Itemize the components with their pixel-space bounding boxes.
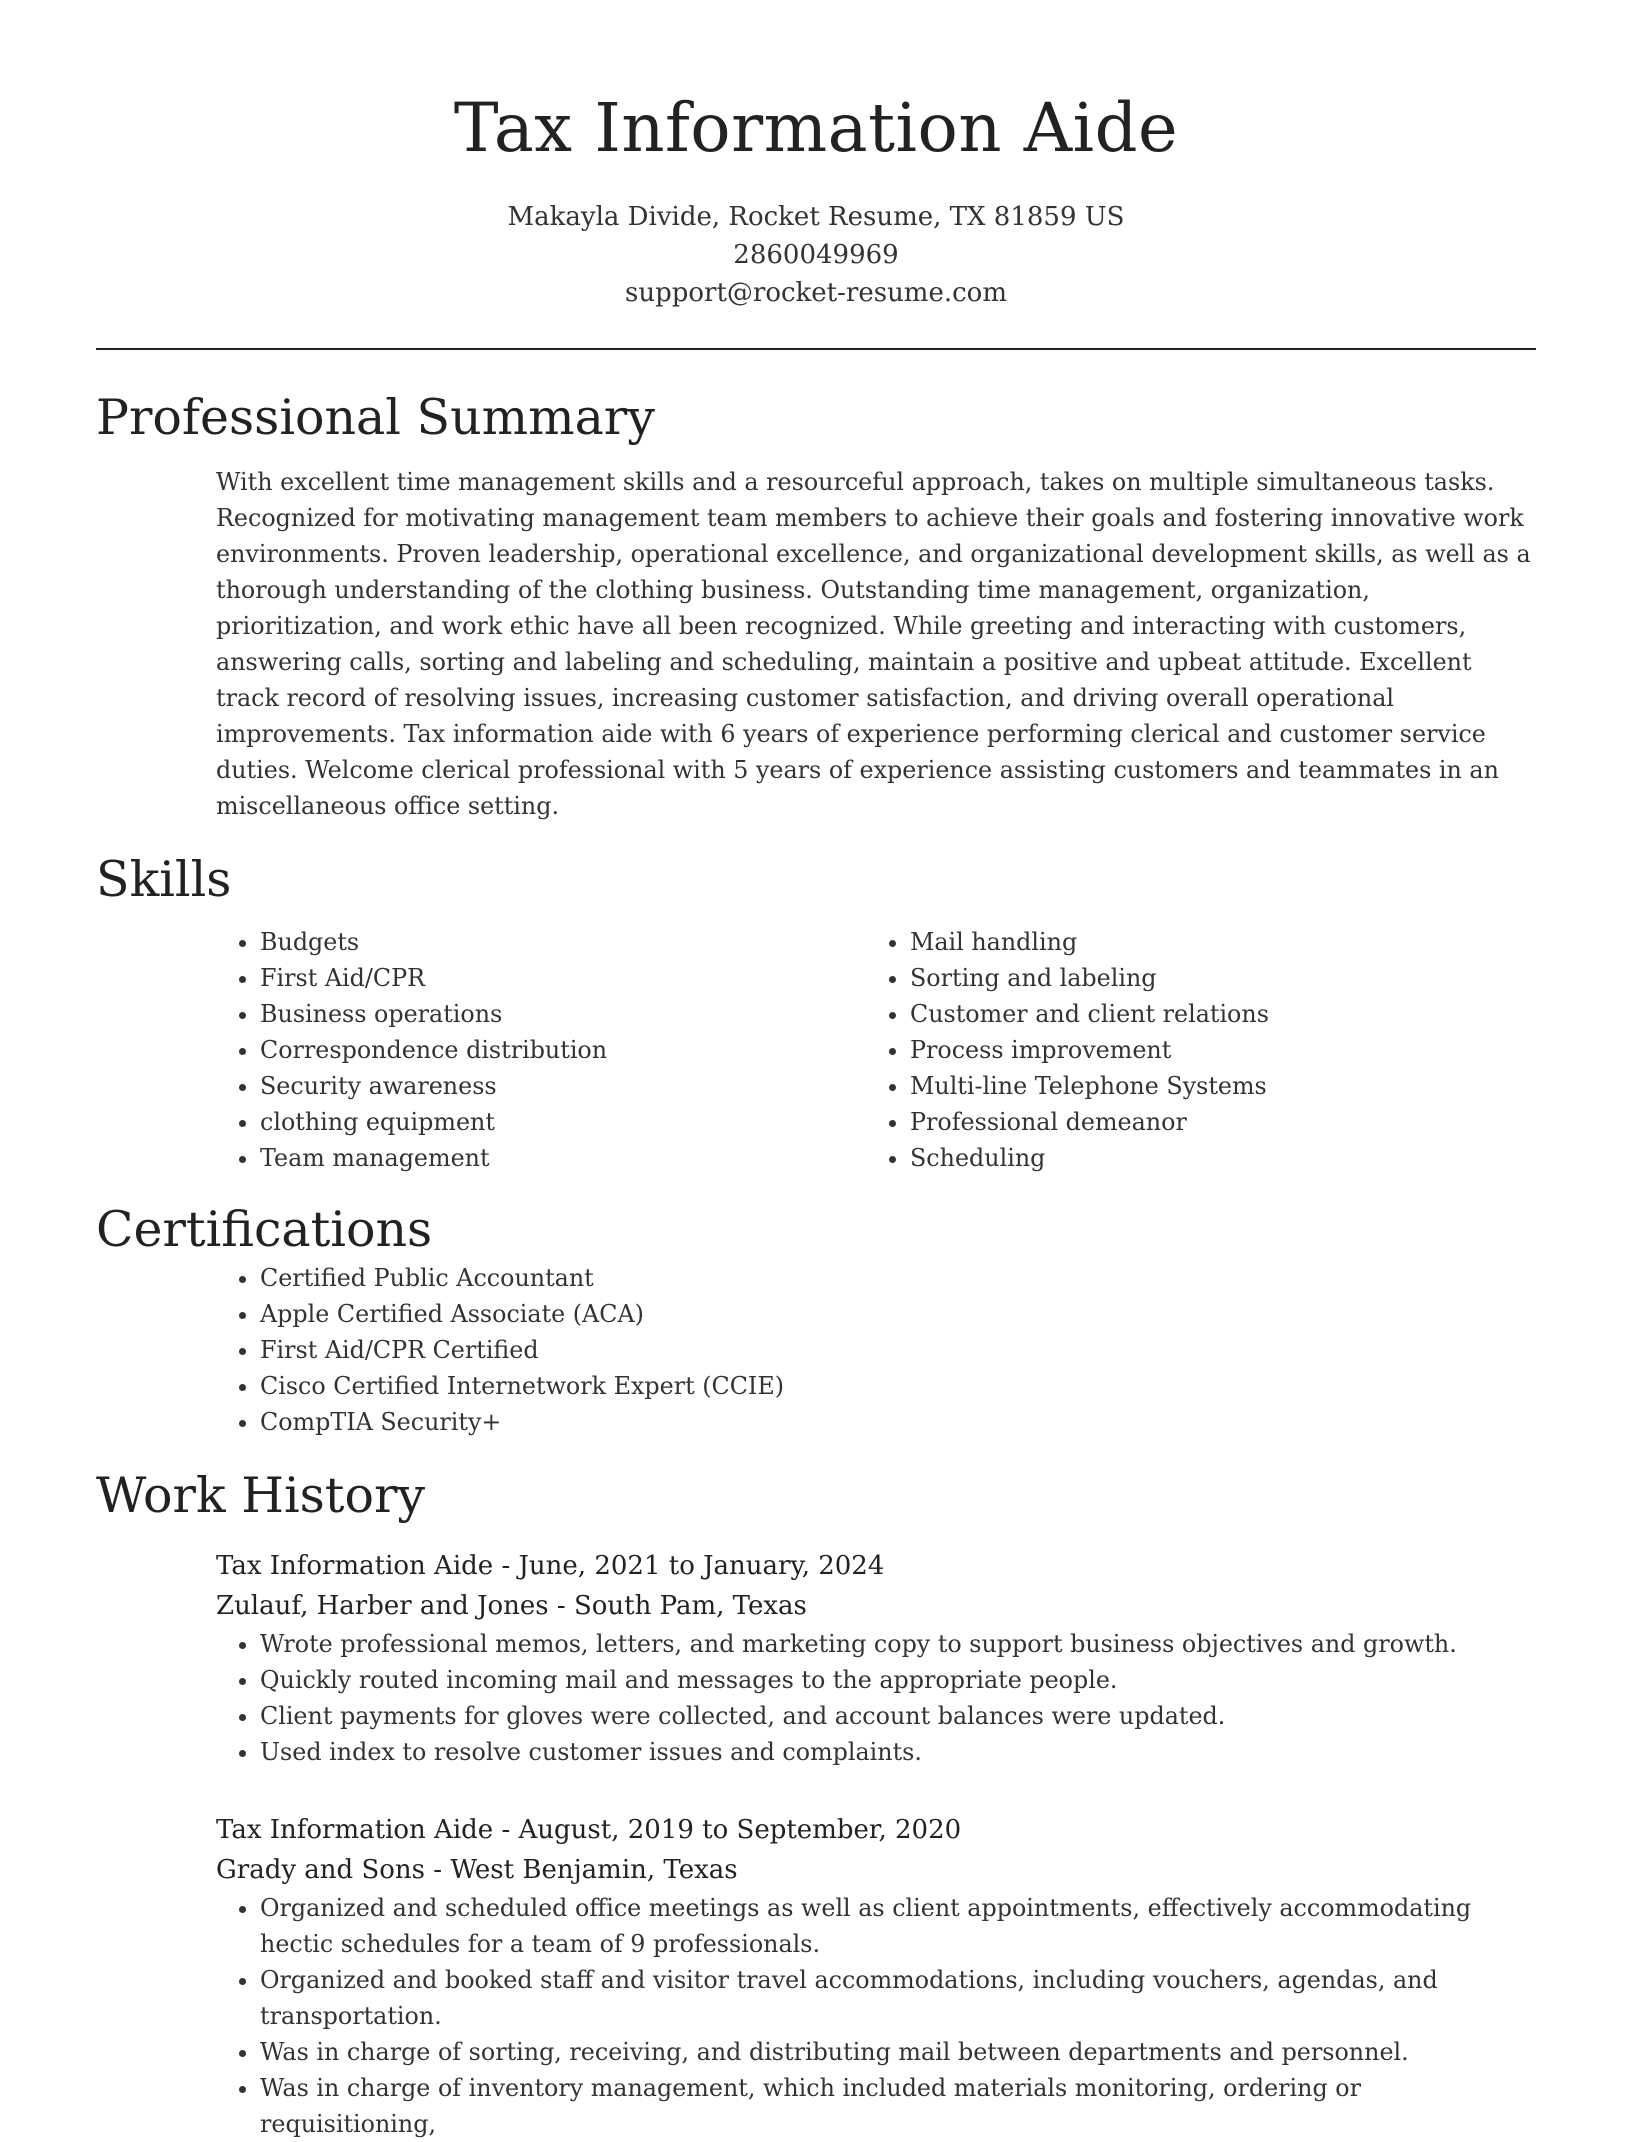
skill-item: • Scheduling (910, 1140, 1516, 1176)
resume-header (96, 0, 1536, 350)
job-duties-list (216, 1890, 1536, 2142)
job-duty-item: • Was in charge of sorting, receiving, and distributing mail between departments and personnel. (260, 2034, 1536, 2070)
section-title-skills: Skills (96, 851, 232, 908)
contact-address: Makayla Divide, Rocket Resume, TX 81859 US (507, 202, 1125, 232)
skill-item: • Process improvement (910, 1032, 1516, 1068)
skill-item: • Sorting and labeling (910, 960, 1516, 996)
skills-body (96, 924, 1536, 1176)
contact-phone: 2860049969 (733, 240, 899, 270)
skill-item: • Mail handling (910, 924, 1516, 960)
job-duty-item: • Organized and booked staff and visitor travel accommodations, including vouchers, agendas, and transportation. (260, 1962, 1536, 2034)
skill-item: • First Aid/CPR (260, 960, 866, 996)
work-history-section (96, 1466, 1536, 2142)
skill-item: • Team management (260, 1140, 866, 1176)
candidate-name: Tax Information Aide (453, 89, 1179, 167)
work-history-body (96, 1546, 1536, 2142)
certification-item: • CompTIA Security+ (260, 1404, 1536, 1440)
job-duty-item: • Organized and scheduled office meetings as well as client appointments, effectively accommodating hectic schedules for a team of 9 professionals. (260, 1890, 1536, 1962)
certification-item: • Cisco Certified Internetwork Expert (CCIE) (260, 1368, 1536, 1404)
skill-item: • Budgets (260, 924, 866, 960)
job-duty-item: • Used index to resolve customer issues and complaints. (260, 1734, 1536, 1770)
job-entry (216, 1810, 1536, 2142)
job-company: Zulauf, Harber and Jones - South Pam, Texas (216, 1591, 807, 1621)
contact-info (96, 198, 1536, 312)
skill-item: • Customer and client relations (910, 996, 1516, 1032)
skills-column-left (216, 924, 866, 1176)
contact-email: support@rocket-resume.com (624, 278, 1007, 308)
certifications-section (96, 1200, 1536, 1440)
professional-summary-section (96, 388, 1536, 824)
skill-item: • Professional demeanor (910, 1104, 1516, 1140)
summary-text: With excellent time management skills and a resourceful approach, takes on multiple simultaneous tasks. Recognized for motivating management team members to achieve their goals and fostering innovative work environments. Proven leadership, operational excellence, and organizational development skills, as well as a thorough understanding of the clothing business. Outstanding time management, organization, prioritization, and work ethic have all been recognized. While greeting and interacting with customers, answering calls, sorting and labeling and scheduling, maintain a positive and upbeat attitude. Excellent track record of resolving issues, increasing customer satisfaction, and driving overall operational improvements. Tax information aide with 6 years of experience performing clerical and customer service duties. Welcome clerical professional with 5 years of experience assisting customers and teammates in an miscellaneous office setting. (216, 468, 1531, 820)
job-title: Tax Information Aide - August, 2019 to September, 2020 (216, 1815, 962, 1845)
certifications-body (96, 1260, 1536, 1440)
certification-item: • Certified Public Accountant (260, 1260, 1536, 1296)
job-duty-item: • Was in charge of inventory management, which included materials monitoring, ordering or requisitioning, (260, 2070, 1536, 2142)
certification-item: • Apple Certified Associate (ACA) (260, 1296, 1536, 1332)
skills-list-left (216, 924, 866, 1176)
job-duty-item: • Client payments for gloves were collected, and account balances were updated. (260, 1698, 1536, 1734)
job-duty-item: • Wrote professional memos, letters, and marketing copy to support business objectives and growth. (260, 1626, 1536, 1662)
job-duty-item: • Quickly routed incoming mail and messages to the appropriate people. (260, 1662, 1536, 1698)
summary-body (96, 464, 1536, 824)
skill-item: • clothing equipment (260, 1104, 866, 1140)
job-entry (216, 1546, 1536, 1770)
job-company: Grady and Sons - West Benjamin, Texas (216, 1855, 738, 1885)
skill-item: • Correspondence distribution (260, 1032, 866, 1068)
skills-column-right (866, 924, 1516, 1176)
job-duties-list (216, 1626, 1536, 1770)
skill-item: • Security awareness (260, 1068, 866, 1104)
section-title-work-history: Work History (96, 1467, 426, 1524)
skill-item: • Multi-line Telephone Systems (910, 1068, 1516, 1104)
skill-item: • Business operations (260, 996, 866, 1032)
skills-section (96, 850, 1536, 1176)
header-divider (96, 348, 1536, 350)
skills-grid (216, 924, 1536, 1176)
job-title: Tax Information Aide - June, 2021 to January, 2024 (216, 1551, 885, 1581)
section-title-summary: Professional Summary (96, 389, 655, 446)
certification-item: • First Aid/CPR Certified (260, 1332, 1536, 1368)
skills-list-right (866, 924, 1516, 1176)
section-title-certifications: Certifications (96, 1201, 433, 1258)
certifications-list (216, 1260, 1536, 1440)
